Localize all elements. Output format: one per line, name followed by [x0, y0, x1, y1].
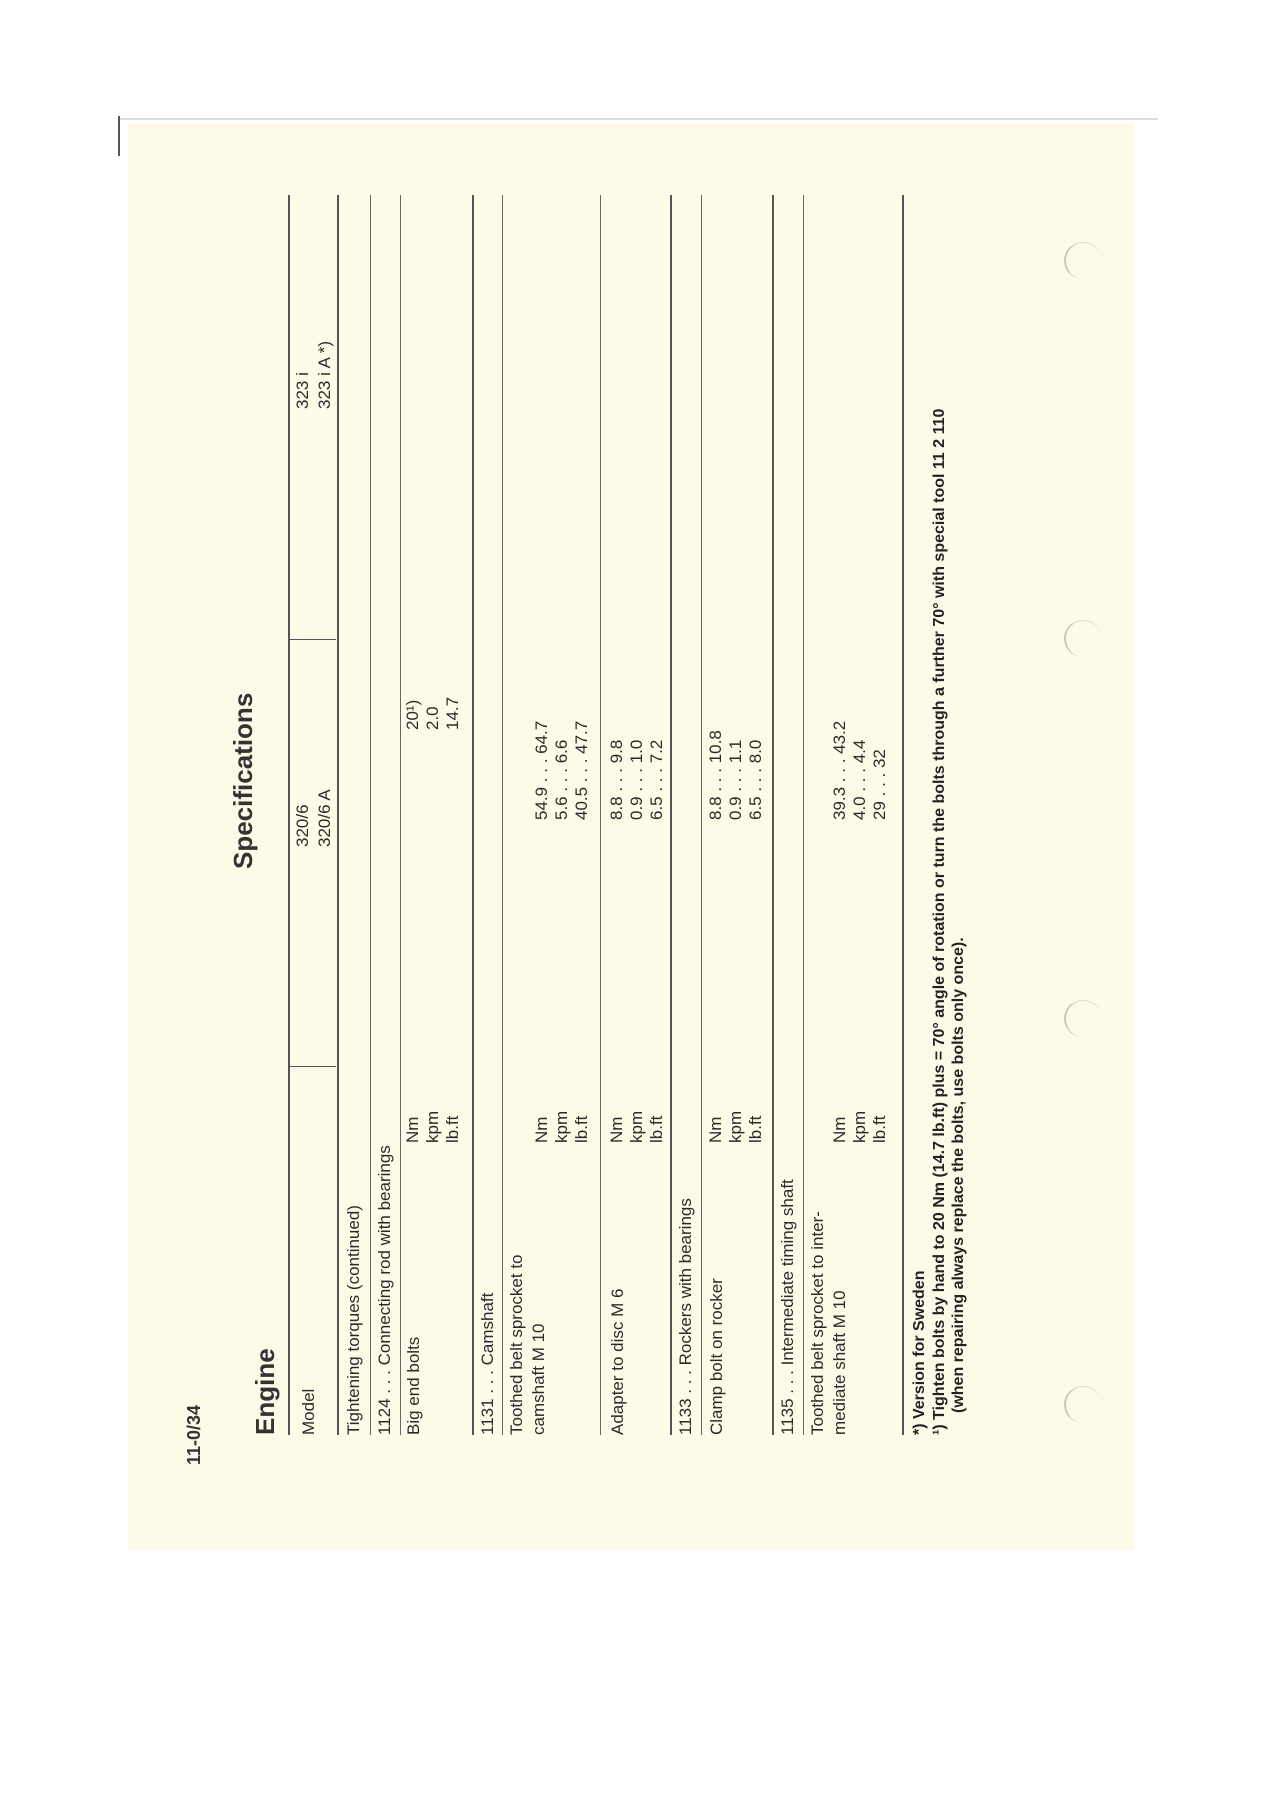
unit-nm: Nm — [607, 1116, 626, 1143]
unit-nm: Nm — [706, 1116, 725, 1143]
unit-nm: Nm — [403, 1116, 422, 1143]
row-label-big-end-bolts: Big end bolts — [404, 1336, 423, 1435]
value-lbft: 14.7 — [443, 696, 462, 730]
row-label-toothed-belt-intermediate — [807, 1211, 851, 1435]
page-title: Specifications — [228, 692, 258, 869]
model-323i-line1: 323 i — [293, 372, 312, 409]
units-toothed-belt-camshaft — [532, 1111, 592, 1143]
units-toothed-belt-intermediate — [830, 1111, 890, 1143]
rule-g — [701, 195, 702, 1435]
value-nm: 20¹) — [403, 699, 422, 730]
label-line: mediate shaft M 10 — [830, 1290, 849, 1435]
value-nm: 39.3 . . . 43.2 — [830, 720, 849, 820]
value-lbft: 6.5 . . . 8.0 — [746, 739, 765, 820]
value-nm: 8.8 . . . 10.8 — [706, 730, 725, 820]
value-kpm: 0.9 . . . 1.0 — [627, 739, 646, 820]
rule-f — [670, 195, 672, 1435]
model-323i — [292, 341, 336, 409]
page-number: 11-0/34 — [184, 1404, 204, 1465]
unit-kpm: kpm — [726, 1110, 745, 1143]
rule-h — [772, 195, 774, 1435]
units-adapter — [607, 1111, 667, 1143]
value-nm: 54.9 . . . 64.7 — [532, 720, 551, 820]
unit-lbft: lb.ft — [572, 1115, 591, 1143]
label-line: camshaft M 10 — [529, 1323, 548, 1435]
footnote-tighten — [930, 409, 968, 1435]
group-heading-1131: 1131 . . . Camshaft — [478, 1292, 497, 1435]
section-title: Engine — [250, 1348, 280, 1435]
unit-lbft: lb.ft — [746, 1115, 765, 1143]
row-label-clamp-bolt: Clamp bolt on rocker — [707, 1278, 726, 1435]
value-kpm: 5.6 . . . 6.6 — [552, 739, 571, 820]
model-323i-line2: 323 i A *) — [315, 340, 334, 409]
value-kpm: 4.0 . . . 4.4 — [850, 739, 869, 820]
scan-edge-line — [118, 118, 1158, 120]
scan-edge-mark — [118, 116, 120, 156]
units-big-end-bolts — [403, 1111, 463, 1143]
footnote-line: ¹) Tighten bolts by hand to 20 Nm (14.7 lb.ft) plus = 70° angle of rotation or turn the bolts through a further 70° with special tool 11 2 110 — [931, 408, 948, 1435]
values-clamp-bolt — [706, 730, 766, 820]
table-top-rule — [288, 195, 290, 1435]
value-kpm: 2.0 — [423, 706, 442, 730]
unit-kpm: kpm — [552, 1110, 571, 1143]
values-big-end-bolts — [403, 697, 463, 730]
model-label: Model — [299, 1388, 318, 1435]
unit-nm: Nm — [532, 1116, 551, 1143]
model-320-6-line2: 320/6 A — [315, 789, 334, 847]
group-heading-1124: 1124 . . . Connecting rod with bearings — [375, 1145, 394, 1435]
unit-kpm: kpm — [627, 1110, 646, 1143]
footnote-line: (when repairing always replace the bolts, use bolts only once). — [950, 937, 967, 1413]
rule-d — [502, 195, 503, 1435]
table-bottom-rule — [902, 195, 904, 1435]
label-line: Toothed belt sprocket to inter- — [808, 1211, 827, 1435]
continued-label: Tightening torques (continued) — [344, 1205, 363, 1435]
unit-nm: Nm — [830, 1116, 849, 1143]
values-adapter — [607, 740, 667, 820]
column-divider-1 — [288, 1066, 336, 1067]
label-line: Toothed belt sprocket to — [507, 1254, 526, 1435]
unit-lbft: lb.ft — [443, 1115, 462, 1143]
values-toothed-belt-intermediate — [830, 721, 890, 820]
unit-lbft: lb.ft — [870, 1115, 889, 1143]
row-label-toothed-belt-camshaft — [506, 1254, 550, 1435]
value-lbft: 40.5 . . . 47.7 — [572, 720, 591, 820]
column-divider-2 — [288, 639, 336, 640]
rotated-spec-sheet — [140, 145, 1140, 1465]
rule-c — [472, 195, 474, 1435]
unit-kpm: kpm — [850, 1110, 869, 1143]
value-nm: 8.8 . . . 9.8 — [607, 739, 626, 820]
units-clamp-bolt — [706, 1111, 766, 1143]
row-label-adapter: Adapter to disc M 6 — [608, 1288, 627, 1435]
values-toothed-belt-camshaft — [532, 721, 592, 820]
value-kpm: 0.9 . . . 1.1 — [726, 739, 745, 820]
model-320-6-line1: 320/6 — [293, 804, 312, 847]
group-heading-1133: 1133 . . . Rockers with bearings — [676, 1198, 695, 1435]
unit-kpm: kpm — [423, 1110, 442, 1143]
model-320-6 — [292, 789, 336, 847]
value-lbft: 6.5 . . . 7.2 — [647, 739, 666, 820]
value-lbft: 29 . . . 32 — [870, 749, 889, 820]
rule-a — [370, 195, 371, 1435]
group-heading-1135: 1135 . . . Intermediate timing shaft — [778, 1179, 797, 1435]
rule-b — [400, 195, 401, 1435]
header-bottom-rule — [337, 195, 339, 1435]
rule-e — [600, 195, 601, 1435]
rule-i — [803, 195, 804, 1435]
unit-lbft: lb.ft — [647, 1115, 666, 1143]
footnote-sweden: *) Version for Sweden — [911, 1270, 928, 1435]
